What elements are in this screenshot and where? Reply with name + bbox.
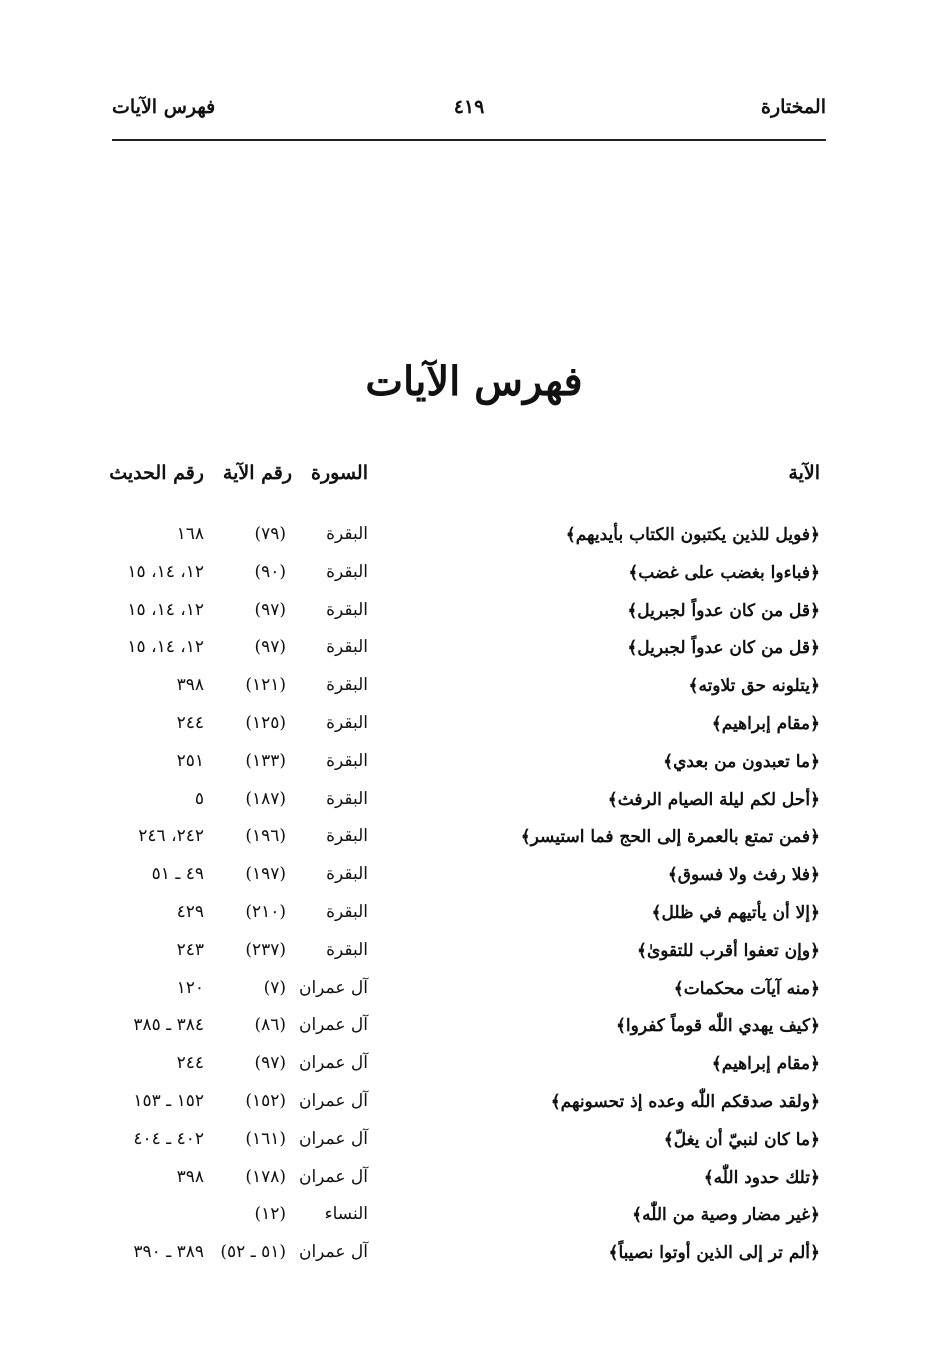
surah-cell: آل عمران <box>298 977 368 998</box>
ayah-number-cell: (١٢) <box>254 1204 286 1225</box>
surah-cell: البقرة <box>326 561 368 582</box>
index-table <box>0 520 948 1276</box>
ayah-number-cell: (٩٧) <box>254 637 286 658</box>
column-header-verse: الآية <box>788 462 820 484</box>
page-title: فهرس الآيات <box>365 358 583 405</box>
hadith-number-cell: ٤٢٩ <box>176 901 204 922</box>
verse-cell: ﴿ألم تر إلى الذين أوتوا نصيباً﴾ <box>608 1243 820 1264</box>
ayah-number-cell: (٩٧) <box>254 1053 286 1074</box>
hadith-number-cell: ٣٩٨ <box>176 1166 204 1187</box>
table-row <box>0 1011 948 1049</box>
surah-cell: آل عمران <box>298 1015 368 1036</box>
ayah-number-cell: (٨٦) <box>254 1015 286 1036</box>
column-header-surah: السورة <box>311 462 368 484</box>
surah-cell: البقرة <box>326 675 368 696</box>
surah-cell: البقرة <box>326 599 368 620</box>
table-row <box>0 1087 948 1125</box>
column-header-hadith-number: رقم الحديث <box>109 462 204 484</box>
verse-cell: ﴿قل من كان عدواً لجبريل﴾ <box>627 638 820 659</box>
ayah-number-cell: (٩٧) <box>254 599 286 620</box>
verse-cell: ﴿مقام إبراهيم﴾ <box>711 713 820 734</box>
hadith-number-cell: ٢٤٣ <box>176 939 204 960</box>
verse-cell: ﴿ما كان لنبيّ أن يغلّ﴾ <box>663 1129 820 1150</box>
table-row <box>0 558 948 596</box>
header-divider <box>112 139 826 141</box>
table-row <box>0 822 948 860</box>
ayah-number-cell: (١٥٢) <box>245 1090 286 1111</box>
verse-cell: ﴿وإن تعفوا أقرب للتقوىٰ﴾ <box>637 940 820 961</box>
verse-cell: ﴿تلك حدود اللّٰه﴾ <box>703 1167 820 1188</box>
hadith-number-cell: ١٢، ١٤، ١٥ <box>127 637 204 658</box>
verse-cell: ﴿فلا رفث ولا فسوق﴾ <box>667 865 820 886</box>
column-header-ayah-number: رقم الآية <box>222 462 292 484</box>
surah-cell: آل عمران <box>298 1053 368 1074</box>
surah-cell: آل عمران <box>298 1242 368 1263</box>
hadith-number-cell: ٤٠٢ ـ ٤٠٤ <box>133 1128 204 1149</box>
surah-cell: البقرة <box>326 939 368 960</box>
table-row <box>0 936 948 974</box>
table-row <box>0 1163 948 1201</box>
verse-cell: ﴿مقام إبراهيم﴾ <box>711 1054 820 1075</box>
ayah-number-cell: (٧٩) <box>254 524 286 544</box>
ayah-number-cell: (١٧٨) <box>245 1166 286 1187</box>
surah-cell: البقرة <box>326 750 368 771</box>
hadith-number-cell: ٣٨٤ ـ ٣٨٥ <box>133 1015 204 1036</box>
table-row <box>0 1238 948 1276</box>
surah-cell: البقرة <box>326 788 368 809</box>
table-row <box>0 898 948 936</box>
ayah-number-cell: (١٩٧) <box>245 864 286 885</box>
surah-cell: آل عمران <box>298 1090 368 1111</box>
table-row <box>0 974 948 1012</box>
table-row <box>0 671 948 709</box>
surah-cell: آل عمران <box>298 1166 368 1187</box>
ayah-number-cell: (١٨٧) <box>245 788 286 809</box>
ayah-number-cell: (١٢١) <box>245 675 286 696</box>
surah-cell: البقرة <box>326 864 368 885</box>
hadith-number-cell: ١٥٢ ـ ١٥٣ <box>133 1090 204 1111</box>
ayah-number-cell: (١٢٥) <box>245 712 286 733</box>
verse-cell: ﴿ولقد صدقكم اللّٰه وعده إذ تحسونهم﴾ <box>550 1091 820 1112</box>
surah-cell: البقرة <box>326 826 368 847</box>
hadith-number-cell: ٢٥١ <box>176 750 204 771</box>
verse-cell: ﴿يتلونه حق تلاوته﴾ <box>688 676 820 697</box>
table-row <box>0 596 948 634</box>
ayah-number-cell: (٥١ ـ ٥٢) <box>220 1242 286 1263</box>
surah-cell: النساء <box>324 1204 368 1225</box>
running-head <box>112 96 826 136</box>
verse-cell: ﴿منه آيآت محكمات﴾ <box>673 978 820 999</box>
hadith-number-cell: ١٦٨ <box>176 524 204 544</box>
verse-cell: ﴿قل من كان عدواً لجبريل﴾ <box>627 600 820 621</box>
ayah-number-cell: (٩٠) <box>254 561 286 582</box>
verse-cell: ﴿إلا أن يأتيهم في ظلل﴾ <box>651 902 820 923</box>
table-row <box>0 633 948 671</box>
table-row <box>0 860 948 898</box>
page-number: ٤١٩ <box>453 96 485 118</box>
ayah-number-cell: (٧) <box>263 977 286 998</box>
verse-cell: ﴿أحل لكم ليلة الصيام الرفث﴾ <box>607 789 820 810</box>
ayah-number-cell: (١٩٦) <box>245 826 286 847</box>
ayah-number-cell: (١٣٣) <box>245 750 286 771</box>
hadith-number-cell: ١٢، ١٤، ١٥ <box>127 599 204 620</box>
verse-cell: ﴿كيف يهدي اللّٰه قوماً كفروا﴾ <box>615 1016 820 1037</box>
hadith-number-cell: ١٢٠ <box>176 977 204 998</box>
table-row <box>0 1125 948 1163</box>
surah-cell: البقرة <box>326 901 368 922</box>
verse-cell: ﴿ما تعبدون من بعدي﴾ <box>663 751 820 772</box>
verse-cell: ﴿غير مضار وصية من اللّٰه﴾ <box>632 1205 820 1226</box>
table-row <box>0 520 948 558</box>
hadith-number-cell: ٥ <box>194 788 204 809</box>
hadith-number-cell: ٣٩٨ <box>176 675 204 696</box>
surah-cell: آل عمران <box>298 1128 368 1149</box>
hadith-number-cell: ٣٨٩ ـ ٣٩٠ <box>133 1242 204 1263</box>
hadith-number-cell: ٢٤٤ <box>176 712 204 733</box>
book-title: المختارة <box>761 96 826 118</box>
hadith-number-cell: ١٢، ١٤، ١٥ <box>127 561 204 582</box>
hadith-number-cell: ٢٤٢، ٢٤٦ <box>138 826 204 847</box>
ayah-number-cell: (٢١٠) <box>245 901 286 922</box>
table-row <box>0 709 948 747</box>
ayah-number-cell: (٢٣٧) <box>245 939 286 960</box>
surah-cell: البقرة <box>326 637 368 658</box>
table-row <box>0 747 948 785</box>
surah-cell: البقرة <box>326 524 368 544</box>
table-row <box>0 1200 948 1238</box>
hadith-number-cell: ٢٤٤ <box>176 1053 204 1074</box>
verse-cell: ﴿فويل للذين يكتبون الكتاب بأيديهم﴾ <box>565 525 820 545</box>
verse-cell: ﴿فباءوا بغضب على غضب﴾ <box>628 562 820 583</box>
table-row <box>0 1049 948 1087</box>
hadith-number-cell: ٤٩ ـ ٥١ <box>151 864 204 885</box>
ayah-number-cell: (١٦١) <box>245 1128 286 1149</box>
surah-cell: البقرة <box>326 712 368 733</box>
verse-cell: ﴿فمن تمتع بالعمرة إلى الحج فما استيسر﴾ <box>520 827 820 848</box>
table-row <box>0 785 948 823</box>
section-title: فهرس الآيات <box>112 96 216 118</box>
